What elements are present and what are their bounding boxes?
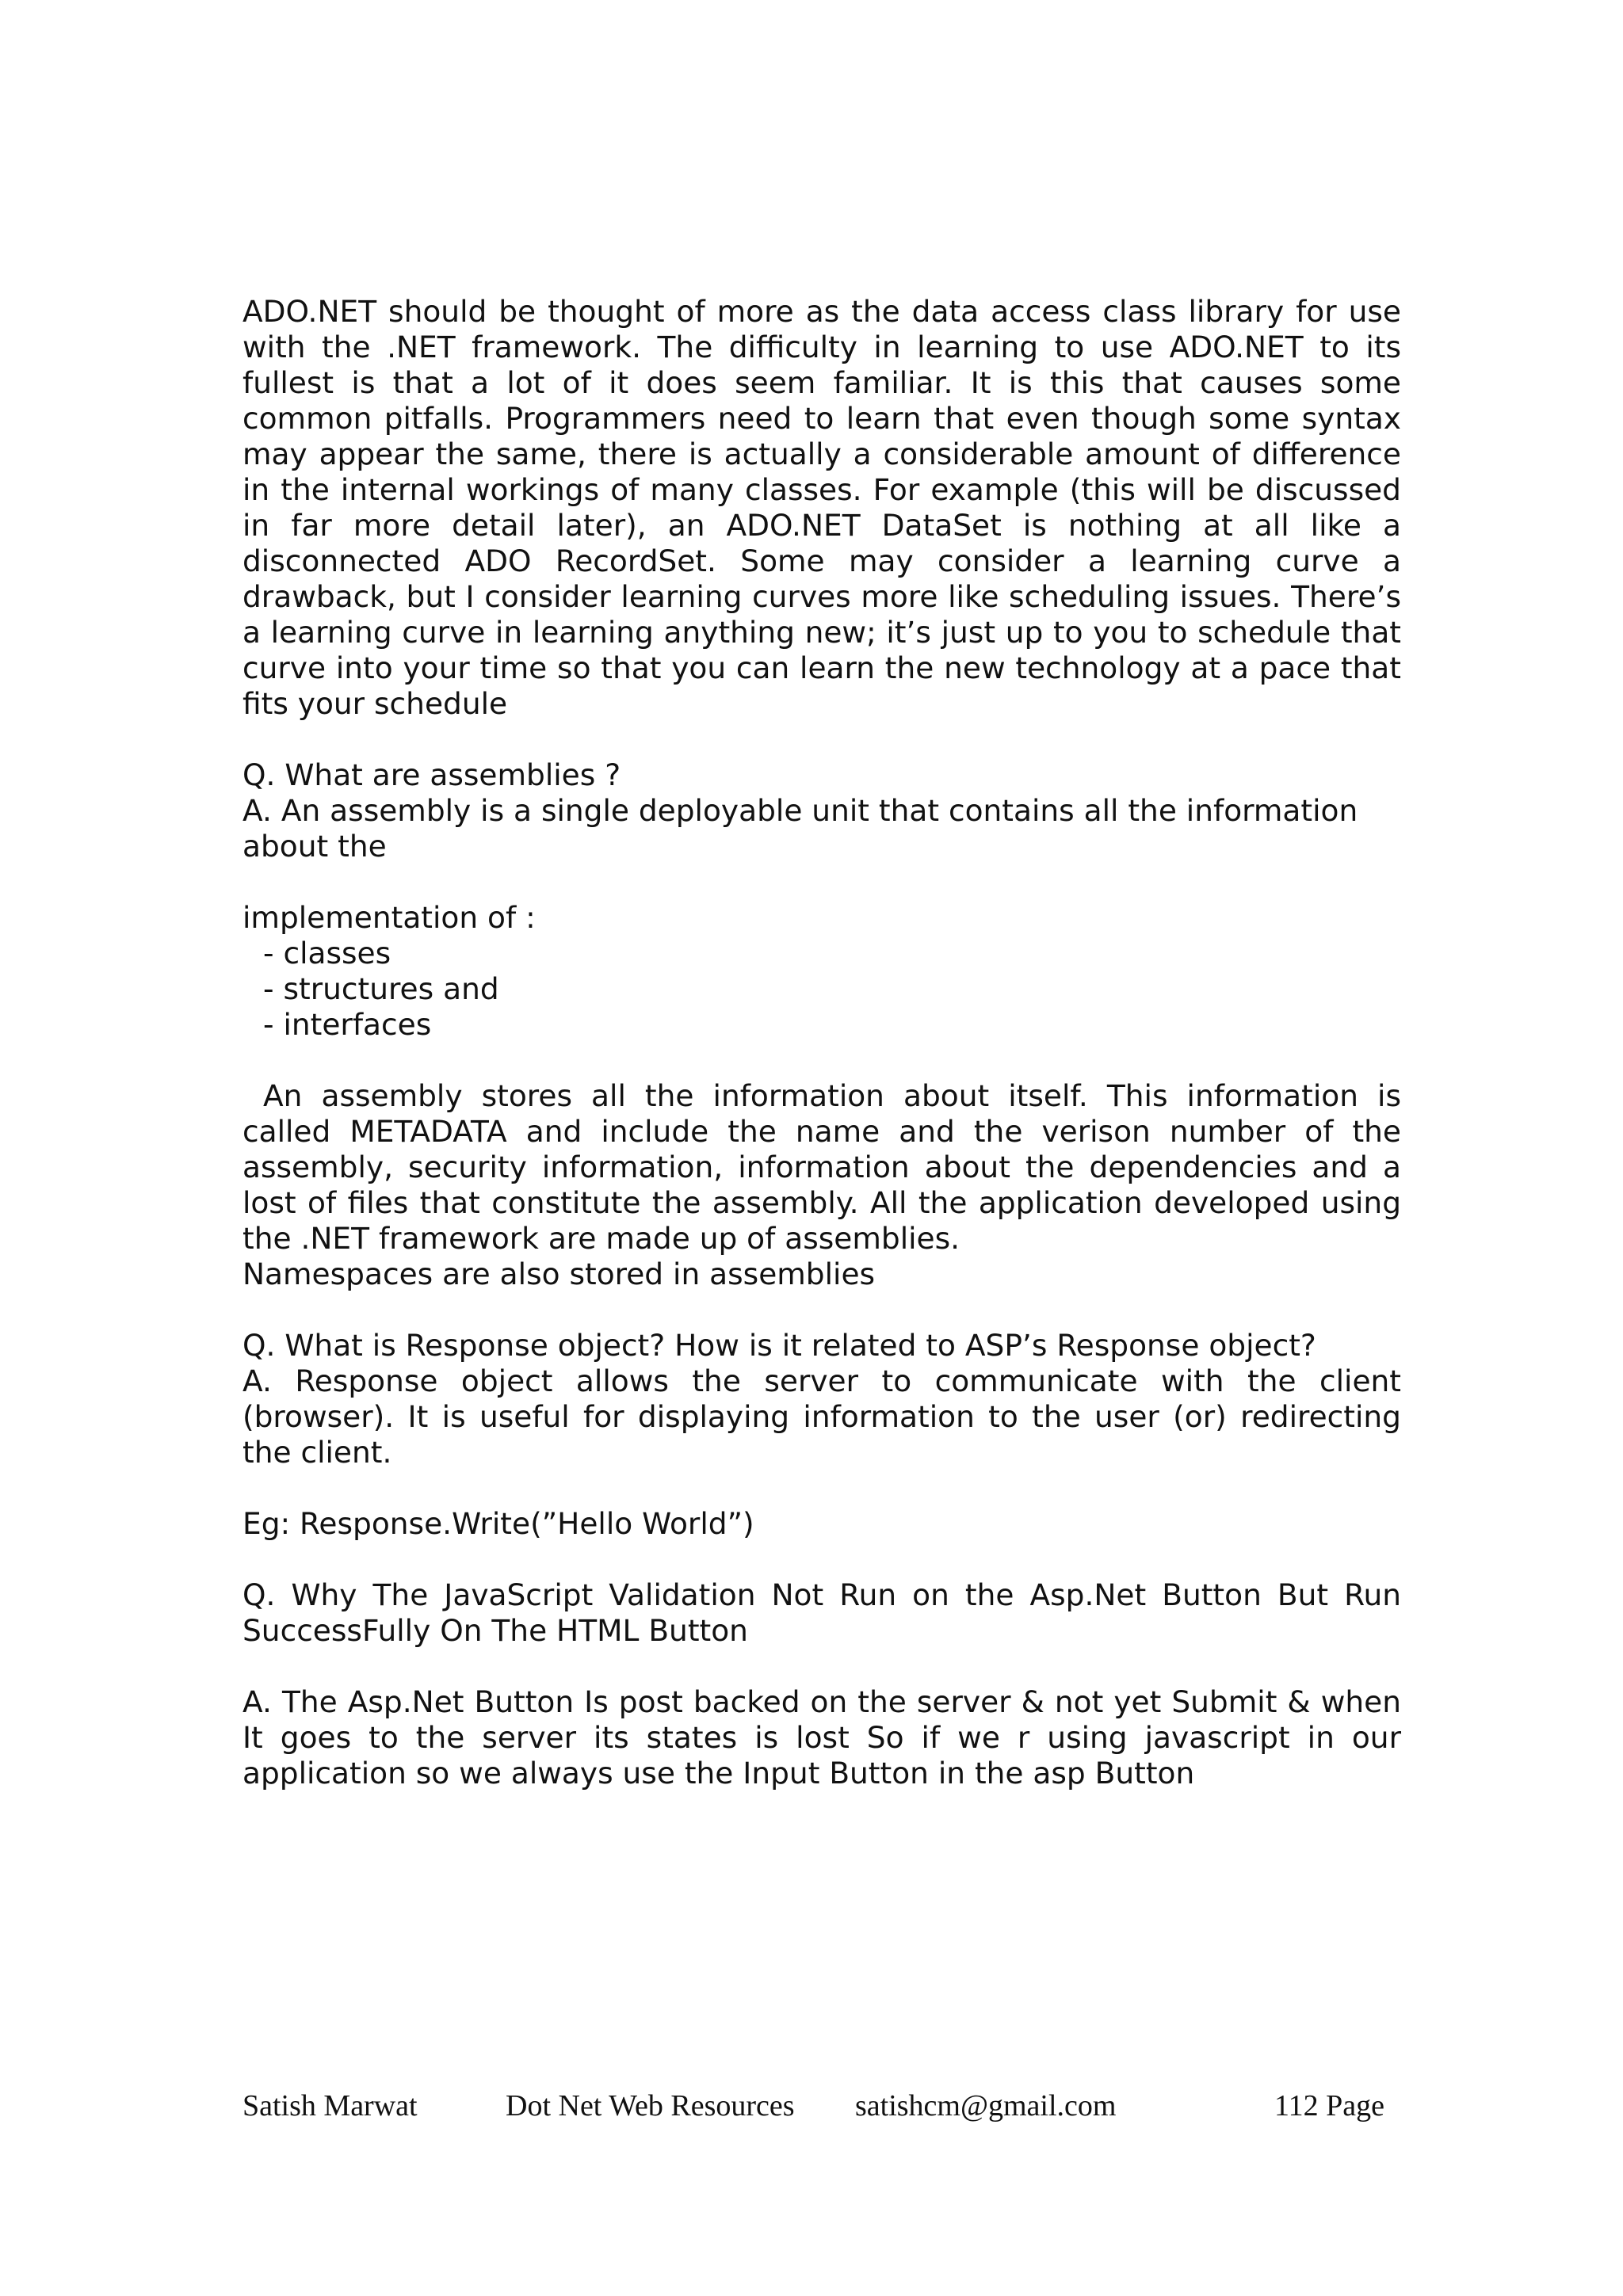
list-item-structures: - structures and [263, 971, 499, 1006]
footer-email: satishcm@gmail.com [855, 2089, 1117, 2122]
document-body [242, 294, 1401, 1791]
spacer [242, 1649, 1401, 1684]
answer-assemblies-line-1: A. An assembly is a single deployable unit that contains all the information [242, 793, 1358, 828]
list-item-classes: - classes [263, 936, 391, 971]
footer-author: Satish Marwat [242, 2089, 418, 2122]
footer-page-number: 112 Page [1274, 2089, 1384, 2122]
spacer [242, 1470, 1401, 1506]
question-javascript-validation: Q. Why The JavaScript Validation Not Run on the Asp.Net Button But Run SuccessFully On The HTML Button [242, 1577, 1401, 1648]
answer-javascript-validation: A. The Asp.Net Button Is post backed on the server & not yet Submit & when It goes to the server its states is lost So if we r using javascript in our application so we always use the Input Button in the asp Button [242, 1684, 1401, 1791]
footer-title: Dot Net Web Resources [506, 2089, 795, 2122]
answer-assemblies-line-2: about the [242, 829, 387, 864]
spacer [242, 1542, 1401, 1577]
response-example: Eg: Response.Write(”Hello World”) [242, 1506, 754, 1541]
answer-response-object: A. Response object allows the server to communicate with the client (browser). It is useful for displaying information to the user (or) redirecting the client. [242, 1363, 1401, 1470]
list-item-interfaces: - interfaces [263, 1007, 432, 1042]
question-assemblies: Q. What are assemblies ? [242, 757, 621, 792]
metadata-paragraph: An assembly stores all the information about itself. This information is called METADATA and include the name and the verison number of the assembly, security information, information about the dependencies and a lost of files that constitute the assembly. All the application developed using the .NET framework are made up of assemblies. [242, 1078, 1401, 1256]
namespaces-line: Namespaces are also stored in assemblies [242, 1257, 876, 1291]
spacer [242, 1292, 1401, 1328]
spacer [242, 864, 1401, 900]
question-response-object: Q. What is Response object? How is it related to ASP’s Response object? [242, 1328, 1316, 1363]
implementation-heading: implementation of : [242, 900, 536, 935]
spacer [242, 722, 1401, 757]
intro-paragraph: ADO.NET should be thought of more as the data access class library for use with the .NET framework. The difficulty in learning to use ADO.NET to its fullest is that a lot of it does seem familiar. It is this that causes some common pitfalls. Programmers need to learn that even though some syntax may appear the same, there is actually a considerable amount of difference in the internal workings of many classes. For example (this will be discussed in far more detail later), an ADO.NET DataSet is nothing at all like a disconnected ADO RecordSet. Some may consider a learning curve a drawback, but I consider learning curves more like scheduling issues. There’s a learning curve in learning anything new; it’s just up to you to schedule that curve into your time so that you can learn the new technology at a pace that fits your schedule [242, 294, 1401, 721]
spacer [242, 1043, 1401, 1078]
